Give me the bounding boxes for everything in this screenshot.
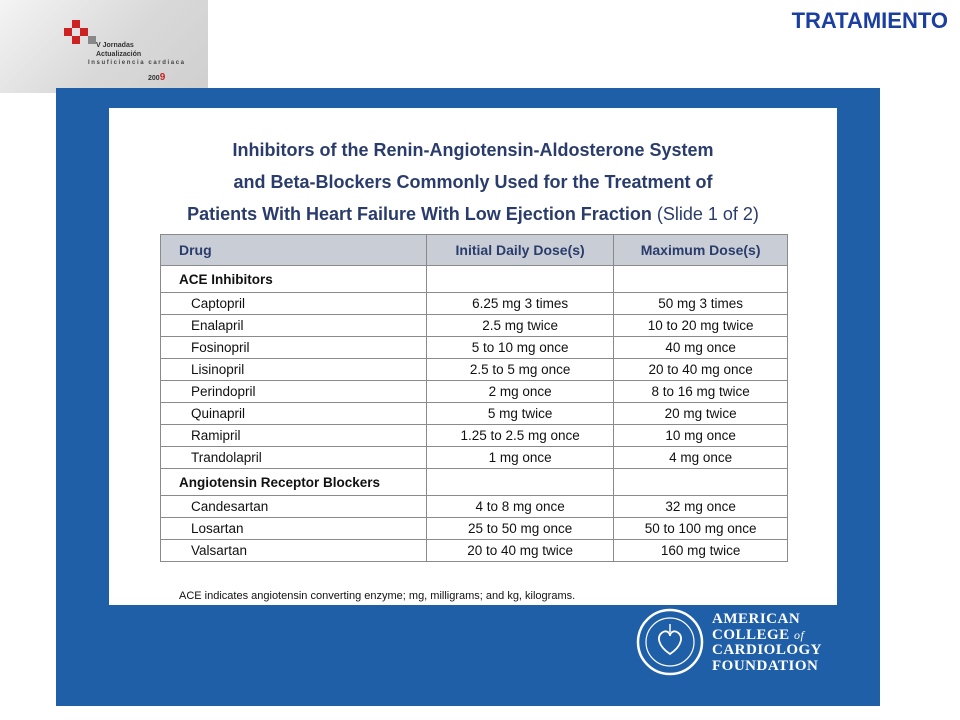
drug-name: Valsartan (161, 540, 427, 562)
table-row (161, 315, 788, 337)
initial-dose: 4 to 8 mg once (427, 496, 614, 518)
drug-name: Enalapril (161, 315, 427, 337)
column-header-initial-dose: Initial Daily Dose(s) (427, 235, 614, 266)
maximum-dose: 20 mg twice (614, 403, 788, 425)
maximum-dose: 4 mg once (614, 447, 788, 469)
initial-dose: 2.5 mg twice (427, 315, 614, 337)
drug-name: Perindopril (161, 381, 427, 403)
table-row (161, 293, 788, 315)
initial-dose: 2.5 to 5 mg once (427, 359, 614, 381)
maximum-dose: 160 mg twice (614, 540, 788, 562)
drug-name: Fosinopril (161, 337, 427, 359)
table-row (161, 518, 788, 540)
maximum-dose: 20 to 40 mg once (614, 359, 788, 381)
drug-name: Captopril (161, 293, 427, 315)
table-row (161, 381, 788, 403)
slide-title-line3: Patients With Heart Failure With Low Ejection Fraction (Slide 1 of 2) (187, 204, 759, 224)
initial-dose: 2 mg once (427, 381, 614, 403)
maximum-dose: 10 mg once (614, 425, 788, 447)
column-header-maximum-dose: Maximum Dose(s) (614, 235, 788, 266)
acc-line4: FOUNDATION (712, 657, 819, 674)
initial-dose: 20 to 40 mg twice (427, 540, 614, 562)
drug-name: Ramipril (161, 425, 427, 447)
drug-name: Lisinopril (161, 359, 427, 381)
slide-panel (56, 88, 880, 706)
table-row (161, 337, 788, 359)
maximum-dose: 50 mg 3 times (614, 293, 788, 315)
group-label: ACE Inhibitors (161, 266, 427, 293)
drug-dose-table (160, 234, 788, 562)
page-title: TRATAMIENTO (791, 8, 948, 33)
slide-title-line1: Inhibitors of the Renin-Angiotensin-Aldosterone System (232, 140, 714, 160)
acc-line1: AMERICAN (712, 611, 801, 627)
initial-dose: 6.25 mg 3 times (427, 293, 614, 315)
table-footnote: ACE indicates angiotensin converting enzyme; mg, milligrams; and kg, kilograms. (179, 590, 576, 602)
drug-name: Trandolapril (161, 447, 427, 469)
maximum-dose: 40 mg once (614, 337, 788, 359)
table-row (161, 403, 788, 425)
slide-title (109, 134, 837, 230)
table-row (161, 496, 788, 518)
conference-logo (0, 0, 208, 93)
logo-year-last-digit: 9 (159, 72, 166, 83)
table-row (161, 540, 788, 562)
logo-line1: V Jornadas (96, 42, 134, 49)
slide-title-suffix: (Slide 1 of 2) (656, 204, 759, 224)
table-group-row (161, 469, 788, 496)
table-header-row (161, 235, 788, 266)
slide-card (109, 108, 837, 605)
drug-name: Losartan (161, 518, 427, 540)
maximum-dose: 8 to 16 mg twice (614, 381, 788, 403)
maximum-dose: 10 to 20 mg twice (614, 315, 788, 337)
table-row (161, 359, 788, 381)
table-row (161, 425, 788, 447)
logo-line3: Insuficiencia cardiaca (88, 60, 186, 66)
drug-name: Quinapril (161, 403, 427, 425)
initial-dose: 1 mg once (427, 447, 614, 469)
maximum-dose: 32 mg once (614, 496, 788, 518)
table-row (161, 447, 788, 469)
acc-line2-of: of (793, 627, 805, 642)
acc-seal-icon (636, 608, 704, 676)
column-header-drug: Drug (161, 235, 427, 266)
red-checker-icon (60, 20, 96, 50)
slide-title-line2: and Beta-Blockers Commonly Used for the Treatment of (233, 172, 713, 192)
group-label: Angiotensin Receptor Blockers (161, 469, 427, 496)
table-group-row (161, 266, 788, 293)
acc-foundation-name (712, 612, 822, 674)
logo-year: 2009 (148, 72, 166, 83)
initial-dose: 25 to 50 mg once (427, 518, 614, 540)
drug-name: Candesartan (161, 496, 427, 518)
initial-dose: 5 to 10 mg once (427, 337, 614, 359)
initial-dose: 5 mg twice (427, 403, 614, 425)
logo-line2: Actualización (96, 51, 142, 58)
initial-dose: 1.25 to 2.5 mg once (427, 425, 614, 447)
acc-line2: COLLEGE of (712, 626, 805, 643)
acc-line3: CARDIOLOGY (712, 642, 823, 658)
maximum-dose: 50 to 100 mg once (614, 518, 788, 540)
